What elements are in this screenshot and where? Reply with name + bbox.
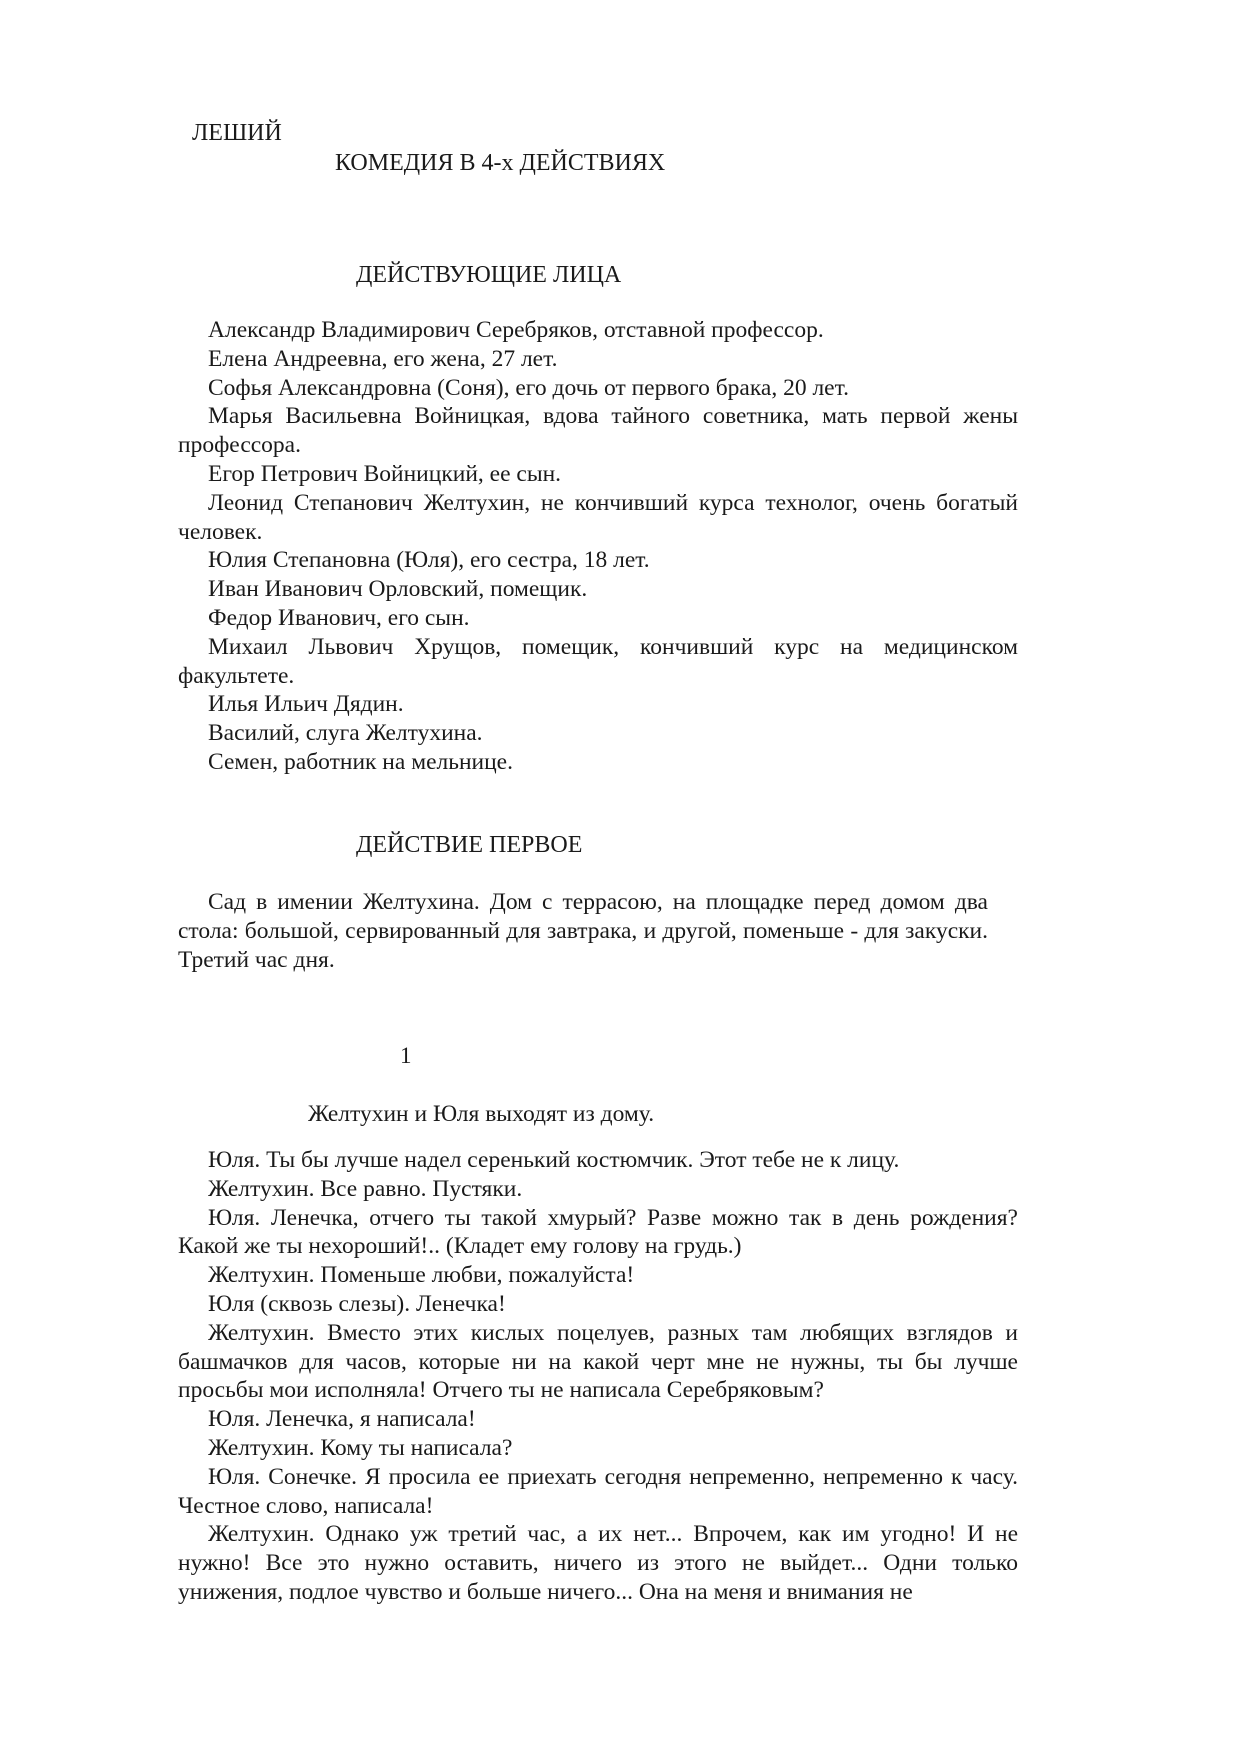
dialogue-line: Юля. Ты бы лучше надел серенький костюмчик. Этот тебе не к лицу.: [208, 1147, 900, 1173]
play-title: ЛЕШИЙ: [192, 120, 282, 146]
character-entry: Егор Петрович Войницкий, ее сын.: [208, 460, 562, 487]
dialogue-line: Юля. Сонечке. Я просила ее приехать сегодня непременно, непременно к часу. Честное слово, написала!: [178, 1463, 1018, 1519]
dialogue-line: Желтухин. Вместо этих кислых поцелуев, разных там любящих взглядов и башмачков для часов, которые ни на какой черт мне не нужны, ты бы лучше просьбы мои исполняла! Отчего ты не написала Серебряковым?: [178, 1319, 1018, 1404]
character-entry: Семен, работник на мельнице.: [208, 748, 513, 775]
character-entry: Софья Александровна (Соня), его дочь от первого брака, 20 лет.: [208, 374, 849, 401]
character-entry: Марья Васильевна Войницкая, вдова тайного советника, мать первой жены профессора.: [178, 403, 1018, 459]
dialogue-line: Юля. Ленечка, я написала!: [208, 1406, 476, 1433]
play-subtitle: КОМЕДИЯ В 4-х ДЕЙСТВИЯХ: [335, 150, 666, 176]
character-entry: Михаил Львович Хрущов, помещик, кончивший курс на медицинском факультете.: [178, 633, 1018, 689]
scene-direction: Желтухин и Юля выходят из дому.: [308, 1101, 655, 1127]
act-setting-block: [178, 888, 988, 974]
character-entry: Леонид Степанович Желтухин, не кончивший курса технолог, очень богатый человек.: [178, 489, 1018, 545]
character-entry: Юлия Степановна (Юля), его сестра, 18 лет.: [208, 547, 650, 574]
dialogue-line: Желтухин. Кому ты написала?: [208, 1434, 513, 1461]
dialogue-block: [178, 1146, 1018, 1607]
dialogue-line: Желтухин. Однако уж третий час, а их нет... Впрочем, как им угодно! И не нужно! Все это нужно оставить, ничего из этого не выйдет... Одни только унижения, подлое чувство и больше ничего... Она на меня и внимания не: [178, 1521, 1018, 1605]
dialogue-line: Желтухин. Поменьше любви, пожалуйста!: [208, 1262, 635, 1289]
characters-heading: ДЕЙСТВУЮЩИЕ ЛИЦА: [356, 262, 622, 288]
dialogue-line: Юля. Ленечка, отчего ты такой хмурый? Разве можно так в день рождения? Какой же ты нехороший!.. (Кладет ему голову на грудь.): [178, 1204, 1018, 1260]
character-entry: Василий, слуга Желтухина.: [208, 720, 483, 747]
character-entry: Иван Иванович Орловский, помещик.: [208, 576, 588, 603]
dialogue-line: Желтухин. Все равно. Пустяки.: [208, 1175, 523, 1202]
characters-list: [178, 316, 1018, 777]
character-entry: Федор Иванович, его сын.: [208, 604, 470, 631]
act-setting: Сад в имении Желтухина. Дом с террасою, на площадке перед домом два стола: большой, сервированный для завтрака, и другой, поменьше - для закуски. Третий час дня.: [178, 889, 988, 973]
scene-number: 1: [400, 1043, 412, 1068]
character-entry: Александр Владимирович Серебряков, отставной профессор.: [208, 317, 824, 343]
character-entry: Илья Ильич Дядин.: [208, 691, 404, 718]
character-entry: Елена Андреевна, его жена, 27 лет.: [208, 345, 558, 372]
dialogue-line: Юля (сквозь слезы). Ленечка!: [208, 1290, 506, 1317]
act-heading: ДЕЙСТВИЕ ПЕРВОЕ: [356, 832, 583, 858]
